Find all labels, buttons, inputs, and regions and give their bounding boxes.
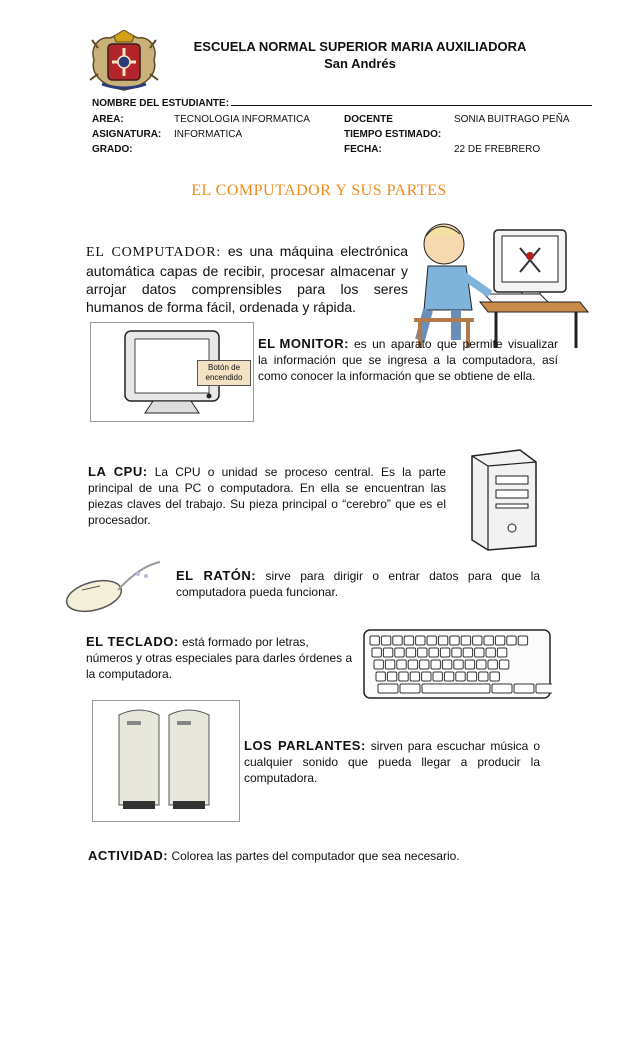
keyboard-key	[378, 684, 398, 693]
keyboard-key	[495, 636, 504, 645]
keyboard-key	[497, 648, 506, 657]
mouse-illustration	[60, 556, 170, 616]
cpu-section	[88, 464, 446, 528]
docente-value: SONIA BUITRAGO PEÑA	[454, 114, 570, 125]
parlantes-text: sirven para escuchar música o cualquier sonido que pueda llegar a producir la computadora.	[244, 739, 540, 785]
asignatura-label: ASIGNATURA:	[92, 129, 162, 140]
keyboard-key	[444, 672, 453, 681]
monitor-image-box	[90, 322, 254, 422]
keyboard-key	[440, 648, 449, 657]
keyboard-key	[479, 672, 488, 681]
raton-term: EL RATÓN:	[176, 568, 257, 583]
keyboard-key	[374, 660, 383, 669]
child-computer-illustration	[410, 216, 592, 350]
keyboard-key	[422, 684, 490, 693]
tiempo-label: TIEMPO ESTIMADO:	[344, 129, 442, 140]
keyboard-key	[422, 672, 431, 681]
keyboard-key	[431, 660, 440, 669]
keyboard-key	[416, 636, 425, 645]
keyboard-key	[499, 660, 508, 669]
keyboard-key	[461, 636, 470, 645]
computador-section	[86, 242, 408, 316]
docente-label: DOCENTE	[344, 114, 393, 125]
keyboard-key	[400, 684, 420, 693]
keyboard-key	[477, 660, 486, 669]
keyboard-key	[406, 648, 415, 657]
keyboard-key	[438, 636, 447, 645]
monitor-description: es un aparato que permite visualizar la información que se ingresa a la computadora, así como conocer la información que se obtiene de ella.	[258, 337, 558, 383]
keyboard-key	[473, 636, 482, 645]
keyboard-key	[418, 648, 427, 657]
keyboard-key	[452, 648, 461, 657]
keyboard-key	[427, 636, 436, 645]
grado-label: GRADO:	[92, 144, 133, 155]
fecha-value: 22 DE FREBRERO	[454, 144, 541, 155]
cpu-tower-illustration	[460, 448, 542, 552]
keyboard-key	[454, 660, 463, 669]
teclado-section	[86, 634, 356, 682]
student-name-field	[92, 96, 592, 109]
keyboard-key	[385, 660, 394, 669]
keyboard-key	[404, 636, 413, 645]
keyboard-key	[518, 636, 527, 645]
keyboard-key	[370, 636, 379, 645]
asignatura-value: INFORMATICA	[174, 129, 243, 140]
school-city: San Andrés	[324, 56, 396, 71]
actividad-text: Colorea las partes del computador que sea necesario.	[171, 849, 460, 863]
keyboard-key	[399, 672, 408, 681]
keyboard-key	[492, 684, 512, 693]
fecha-label: FECHA:	[344, 144, 382, 155]
computador-term: EL COMPUTADOR:	[86, 245, 222, 260]
grado-value	[174, 142, 344, 157]
keyboard-key	[397, 660, 406, 669]
area-value: TECNOLOGIA INFORMATICA	[174, 114, 310, 125]
keyboard-key	[442, 660, 451, 669]
keyboard-key	[408, 660, 417, 669]
keyboard-key	[433, 672, 442, 681]
teclado-term: EL TECLADO:	[86, 634, 179, 649]
keyboard-key	[376, 672, 385, 681]
keyboard-key	[507, 636, 516, 645]
actividad-term: ACTIVIDAD:	[88, 848, 169, 863]
keyboard-key	[383, 648, 392, 657]
keyboard-key	[488, 660, 497, 669]
keyboard-key	[372, 648, 381, 657]
keyboard-key	[484, 636, 493, 645]
keyboard-key	[514, 684, 534, 693]
keyboard-key	[381, 636, 390, 645]
teclado-text: está formado por letras, números y otras especiales para darles órdenes a la computadora.	[86, 635, 353, 681]
monitor-text	[258, 336, 558, 384]
keyboard-key	[536, 684, 552, 693]
keyboard-key	[429, 648, 438, 657]
keyboard-key	[486, 648, 495, 657]
keyboard-key	[475, 648, 484, 657]
area-label: AREA:	[92, 114, 124, 125]
keyboard-key	[395, 648, 404, 657]
cpu-term: LA CPU:	[88, 464, 148, 479]
parlantes-section	[244, 738, 540, 786]
keyboard-key	[410, 672, 419, 681]
keyboard-key	[456, 672, 465, 681]
raton-section	[176, 568, 540, 600]
keyboard-key	[420, 660, 429, 669]
keyboard-key	[393, 636, 402, 645]
power-button-callout: Botón de encendido	[197, 360, 251, 386]
student-label: NOMBRE DEL ESTUDIANTE:	[92, 98, 230, 109]
school-name	[150, 38, 570, 72]
tiempo-value	[454, 127, 570, 142]
keyboard-key	[387, 672, 396, 681]
school-title: ESCUELA NORMAL SUPERIOR MARIA AUXILIADORA	[193, 39, 527, 54]
keyboard-key	[465, 660, 474, 669]
parlantes-term: LOS PARLANTES:	[244, 738, 366, 753]
info-table	[92, 112, 570, 157]
keyboard-key	[463, 648, 472, 657]
monitor-term: EL MONITOR:	[258, 336, 349, 351]
actividad-section	[88, 848, 548, 864]
raton-text: sirve para dirigir o entrar datos para que la computadora pueda funcionar.	[176, 569, 540, 599]
cpu-text: La CPU o unidad se proceso central. Es la parte principal de una PC o computadora. En ella se encuentran las piezas claves del trabajo. Su pieza principal o “cerebro” que es el procesador.	[88, 465, 446, 527]
keyboard-illustration	[362, 628, 552, 700]
page-title: EL COMPUTADOR Y SUS PARTES	[191, 182, 447, 199]
speakers-image-box	[92, 700, 240, 822]
computador-text: es una máquina electrónica automática capas de recibir, procesar almacenar y arrojar datos comprensibles para los seres humanos de forma fácil, ordenada y rápida.	[86, 243, 408, 315]
keyboard-key	[490, 672, 499, 681]
keyboard-key	[467, 672, 476, 681]
keyboard-key	[450, 636, 459, 645]
student-name-line	[231, 96, 592, 106]
speakers-icon	[93, 701, 239, 821]
